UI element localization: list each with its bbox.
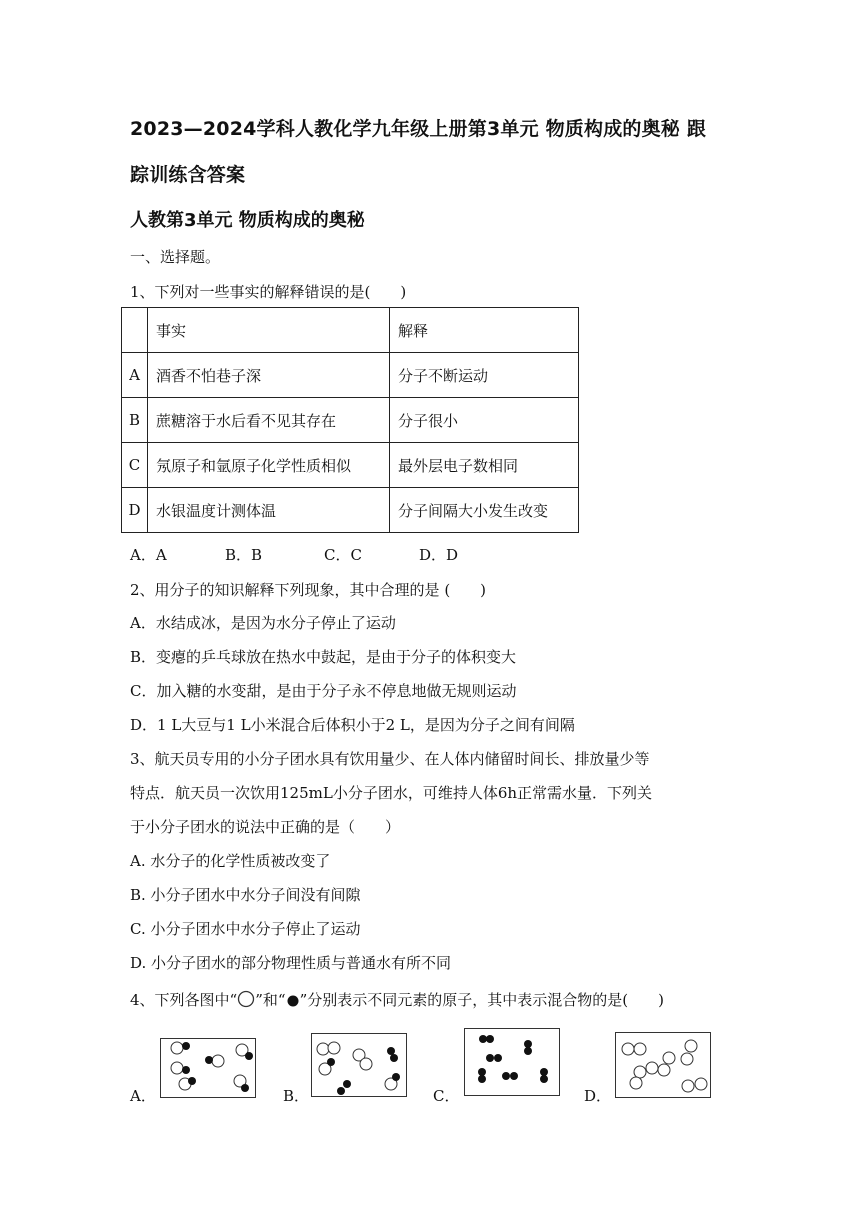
table-header-row	[122, 308, 579, 353]
q1-stem: 1、下列对一些事实的解释错误的是( )	[130, 283, 407, 301]
q4-choice-a-label: A．	[130, 1087, 156, 1105]
table-cell: 水银温度计测体温	[148, 488, 390, 533]
section-heading: 一、选择题。	[130, 248, 221, 266]
q2-option-a: A．水结成冰，是因为水分子停止了运动	[130, 614, 396, 632]
table-cell: 蔗糖溶于水后看不见其存在	[148, 398, 390, 443]
table-row	[122, 488, 579, 533]
q1-option-c: C．C	[324, 546, 362, 564]
table-cell: 分子间隔大小发生改变	[390, 488, 579, 533]
q4-diagram-a	[160, 1038, 256, 1098]
q4-stem-part3: ”分别表示不同元素的原子，其中表示混合物的是( )	[299, 991, 664, 1009]
q4-diagram-d	[615, 1032, 711, 1098]
table-cell: A	[122, 353, 148, 398]
table-cell: C	[122, 443, 148, 488]
table-cell: D	[122, 488, 148, 533]
table-header-fact: 事实	[148, 308, 390, 353]
table-cell: 最外层电子数相同	[390, 443, 579, 488]
q4-choice-c-label: C．	[433, 1087, 460, 1105]
unit-subtitle: 人教第3单元 物质构成的奥秘	[130, 210, 365, 231]
q2-stem: 2、用分子的知识解释下列现象，其中合理的是 ( )	[130, 581, 487, 599]
q2-option-d: D．1 L大豆与1 L小米混合后体积小于2 L，是因为分子之间有间隔	[130, 716, 575, 734]
q4-diagram-b	[311, 1033, 407, 1097]
black-atom-icon	[286, 994, 300, 1008]
q3-option-d: D. 小分子团水的部分物理性质与普通水有所不同	[130, 954, 452, 972]
table-cell: 氖原子和氩原子化学性质相似	[148, 443, 390, 488]
table-cell: 分子很小	[390, 398, 579, 443]
q3-option-b: B. 小分子团水中水分子间没有间隙	[130, 886, 361, 904]
q1-option-b: B．B	[225, 546, 263, 564]
q1-option-a: A．A	[130, 546, 167, 564]
white-atom-icon	[237, 990, 255, 1008]
table-cell: 酒香不怕巷子深	[148, 353, 390, 398]
q2-option-c: C．加入糖的水变甜，是由于分子永不停息地做无规则运动	[130, 682, 517, 700]
table-row	[122, 443, 579, 488]
q3-stem-line2: 特点．航天员一次饮用125mL小分子团水，可维持人体6h正常需水量．下列关	[130, 784, 653, 802]
q3-stem-line3: 于小分子团水的说法中正确的是（ ）	[130, 818, 401, 836]
q4-stem-part2: ”和“	[255, 991, 286, 1009]
q1-option-d: D．D	[419, 546, 459, 564]
table-row	[122, 353, 579, 398]
q3-option-a: A. 水分子的化学性质被改变了	[130, 852, 331, 870]
q4-stem-part1: 4、下列各图中“	[130, 991, 238, 1009]
q1-table	[121, 307, 579, 533]
table-header-explanation: 解释	[390, 308, 579, 353]
table-cell: 分子不断运动	[390, 353, 579, 398]
q3-stem-line1: 3、航天员专用的小分子团水具有饮用量少、在人体内储留时间长、排放量少等	[130, 750, 650, 768]
table-cell	[122, 308, 148, 353]
q2-option-b: B．变瘪的乒乓球放在热水中鼓起，是由于分子的体积变大	[130, 648, 517, 666]
q4-stem	[130, 989, 664, 1010]
q3-option-c: C. 小分子团水中水分子停止了运动	[130, 920, 361, 938]
q4-diagram-c	[464, 1028, 560, 1096]
table-cell: B	[122, 398, 148, 443]
table-row	[122, 398, 579, 443]
q4-choice-d-label: D．	[584, 1087, 612, 1105]
q4-choice-b-label: B．	[283, 1087, 310, 1105]
document-title-line1: 2023—2024学科人教化学九年级上册第3单元 物质构成的奥秘 跟	[130, 118, 707, 140]
document-title-line2: 踪训练含答案	[130, 164, 246, 186]
